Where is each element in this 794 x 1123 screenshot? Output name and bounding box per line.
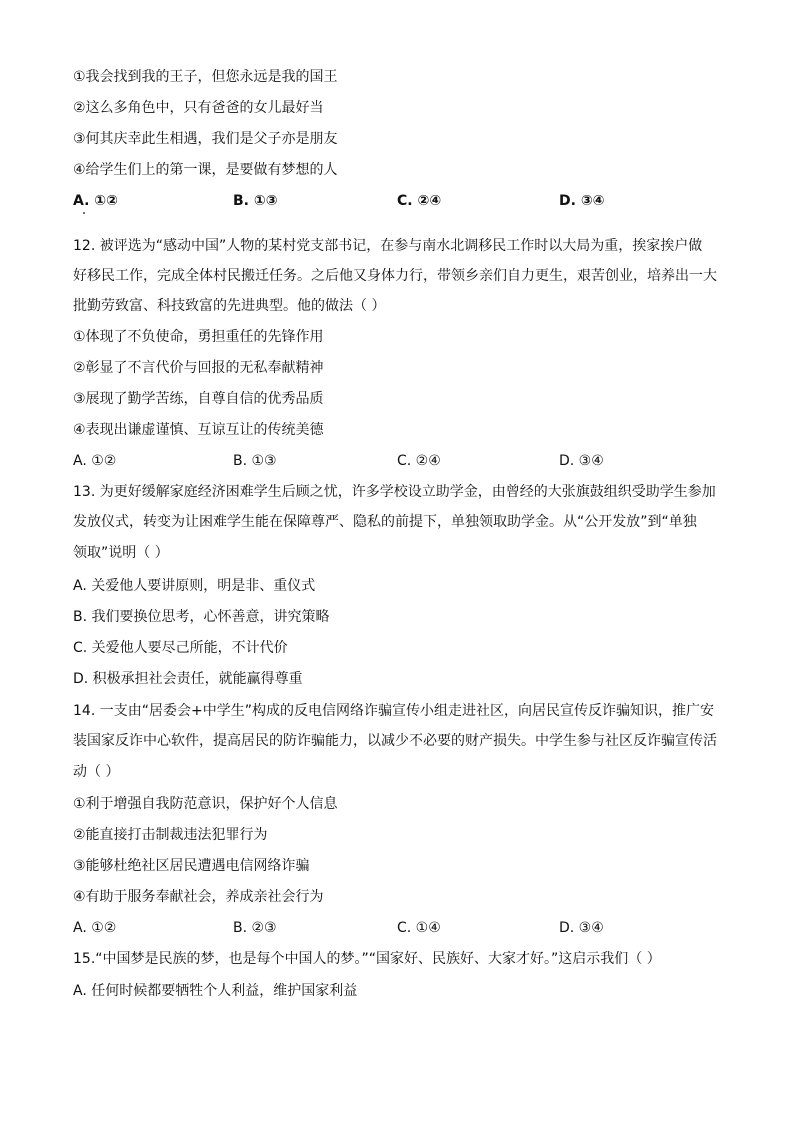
option-c: C. ①④ bbox=[397, 920, 441, 936]
option-c: C. ②④ bbox=[397, 193, 442, 209]
option-a: A. ①② bbox=[73, 920, 117, 936]
q14-statement-4: ④有助于服务奉献社会，养成亲社会行为 bbox=[73, 889, 324, 905]
option-d: D. ③④ bbox=[559, 453, 604, 469]
q14-answer-options bbox=[73, 918, 723, 938]
q13-choice-c: C. 关爱他人要尽己所能，不计代价 bbox=[73, 640, 288, 656]
option-c: C. ②④ bbox=[397, 453, 441, 469]
q15-choice-a: A. 任何时候都要牺牲个人利益，维护国家利益 bbox=[73, 983, 358, 999]
option-d: D. ③④ bbox=[559, 193, 605, 209]
option-b: B. ①③ bbox=[233, 193, 278, 209]
q15-stem: 15.“中国梦是民族的梦，也是每个中国人的梦。”“国家好、民族好、大家才好。”这启示我们（ ） bbox=[73, 951, 661, 967]
q12-answer-options bbox=[73, 451, 723, 471]
statement-3: ③何其庆幸此生相遇，我们是父子亦是朋友 bbox=[73, 131, 338, 147]
option-b: B. ①③ bbox=[233, 453, 277, 469]
q14-statement-1: ①利于增强自我防范意识，保护好个人信息 bbox=[73, 796, 338, 812]
statement-1: ①我会找到我的王子，但您永远是我的国王 bbox=[73, 69, 338, 85]
q13-stem-line-3: 领取”说明（ ） bbox=[73, 545, 169, 561]
q13-choice-b: B. 我们要换位思考，心怀善意，讲究策略 bbox=[73, 609, 330, 625]
stray-dot bbox=[83, 212, 85, 214]
q13-stem-line-1: 13. 为更好缓解家庭经济困难学生后顾之忧，许多学校设立助学金，由曾经的大张旗鼓组织受助学生参加 bbox=[73, 484, 716, 500]
statement-4: ④给学生们上的第一课，是要做有梦想的人 bbox=[73, 162, 338, 178]
statement-2: ②这么多角色中，只有爸爸的女儿最好当 bbox=[73, 100, 324, 116]
q12-statement-4: ④表现出谦虚谨慎、互谅互让的传统美德 bbox=[73, 422, 324, 438]
q13-stem-line-2: 发放仪式，转变为让困难学生能在保障尊严、隐私的前提下，单独领取助学金。从“公开发放”到“单独 bbox=[73, 514, 697, 530]
option-b: B. ②③ bbox=[233, 920, 277, 936]
option-d: D. ③④ bbox=[559, 920, 604, 936]
q14-stem-line-1: 14. 一支由“居委会+中学生”构成的反电信网络诈骗宣传小组走进社区，向居民宣传反诈骗知识，推广安 bbox=[73, 703, 714, 719]
q14-statement-3: ③能够杜绝社区居民遭遇电信网络诈骗 bbox=[73, 858, 310, 874]
q12-stem-line-3: 批勤劳致富、科技致富的先进典型。他的做法（ ） bbox=[73, 298, 386, 314]
q12-stem-line-1: 12. 被评选为“感动中国”人物的某村党支部书记，在参与南水北调移民工作时以大局为重，挨家挨户做 bbox=[73, 238, 703, 254]
q14-stem-line-2: 装国家反诈中心软件，提高居民的防诈骗能力，以减少不必要的财产损失。中学生参与社区反诈骗宣传活 bbox=[73, 733, 717, 749]
q12-stem-line-2: 好移民工作，完成全体村民搬迁任务。之后他又身体力行，带领乡亲们自力更生，艰苦创业，培养出一大 bbox=[73, 268, 717, 284]
option-a: A. ①② bbox=[73, 193, 118, 209]
q12-statement-2: ②彰显了不言代价与回报的无私奉献精神 bbox=[73, 360, 324, 376]
option-a: A. ①② bbox=[73, 453, 117, 469]
q13-choice-a: A. 关爱他人要讲原则，明是非、重仪式 bbox=[73, 578, 316, 594]
q14-stem-line-3: 动（ ） bbox=[73, 764, 120, 780]
q13-choice-d: D. 积极承担社会责任，就能赢得尊重 bbox=[73, 671, 303, 687]
q14-statement-2: ②能直接打击制裁违法犯罪行为 bbox=[73, 827, 268, 843]
answer-options bbox=[73, 191, 723, 211]
q12-statement-1: ①体现了不负使命，勇担重任的先锋作用 bbox=[73, 329, 324, 345]
q12-statement-3: ③展现了勤学苦练，自尊自信的优秀品质 bbox=[73, 391, 324, 407]
